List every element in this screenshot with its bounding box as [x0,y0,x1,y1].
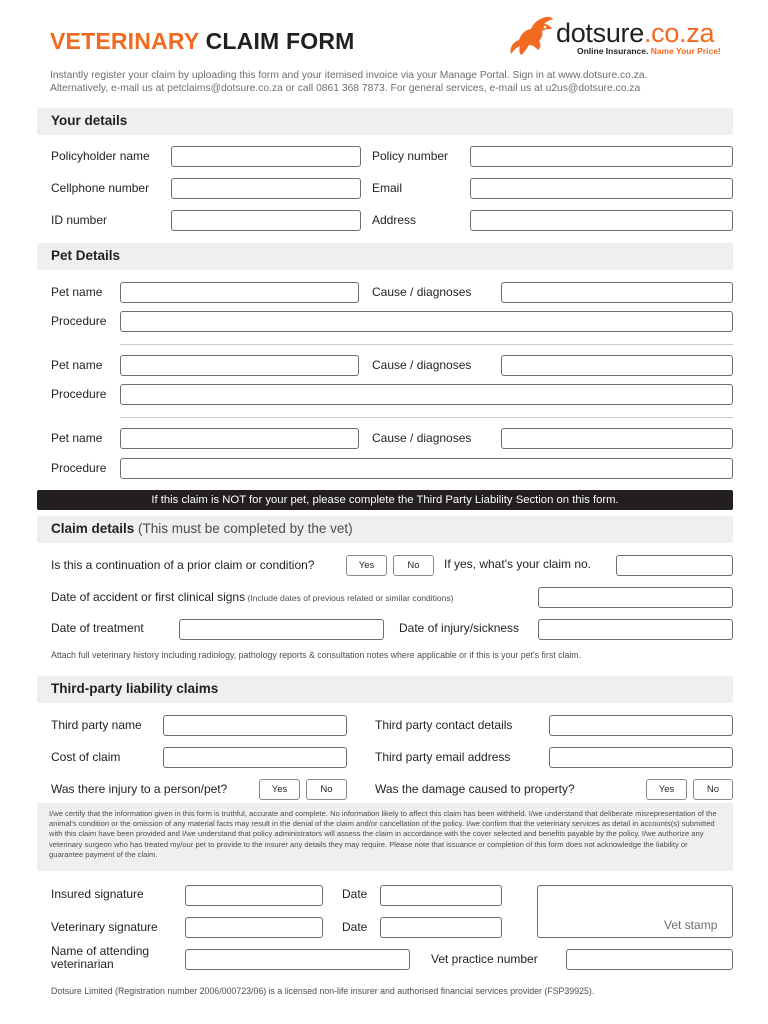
procedure-field[interactable] [120,311,733,332]
veterinary-date-field[interactable] [380,917,502,938]
email-field[interactable] [470,178,733,199]
pet-name-field[interactable] [120,355,359,376]
vet-practice-number-label: Vet practice number [431,952,538,966]
email-label: Email [372,181,403,195]
pet-divider [120,344,733,345]
cause-field[interactable] [501,355,733,376]
id-number-field[interactable] [171,210,361,231]
accident-date-label [51,590,453,604]
pet-name-label: Pet name [51,431,103,445]
injury-question: Was there injury to a person/pet? [51,782,228,796]
insured-signature-label: Insured signature [51,887,144,901]
damage-question: Was the damage caused to property? [375,782,575,796]
title-rest: CLAIM FORM [198,28,355,54]
pet-details-title: Pet Details [51,248,121,263]
address-label: Address [372,213,417,227]
your-details-section [37,108,733,135]
third-party-contact-label: Third party contact details [375,718,513,732]
pet-name-label: Pet name [51,285,103,299]
third-party-email-label: Third party email address [375,750,511,764]
procedure-field[interactable] [120,458,733,479]
vet-stamp-label: Vet stamp [664,918,718,932]
third-party-title: Third-party liability claims [51,681,219,696]
insured-date-label: Date [342,887,368,901]
attending-vet-label-line-1: Name of attending [51,944,150,958]
hare-logo-icon [507,14,557,58]
cause-label: Cause / diagnoses [372,358,472,372]
damage-no-option[interactable]: No [693,779,733,800]
policyholder-name-label: Policyholder name [51,149,150,163]
cellphone-number-label: Cellphone number [51,181,150,195]
intro-line-2: Alternatively, e-mail us at petclaims@dotsure.co.za or call 0861 368 7873. For general services, e-mail us at u2us@dotsure.co.za [50,83,641,94]
cost-of-claim-label: Cost of claim [51,750,121,764]
policy-number-label: Policy number [372,149,449,163]
pet-name-label: Pet name [51,358,103,372]
accident-date-field[interactable] [538,587,733,608]
injury-date-label: Date of injury/sickness [399,621,520,635]
injury-yes-option[interactable]: Yes [259,779,300,800]
continuation-question: Is this a continuation of a prior claim or condition? [51,558,315,572]
continuation-yes-option[interactable]: Yes [346,555,387,576]
third-party-name-label: Third party name [51,718,142,732]
claim-details-title-main: Claim details [51,521,135,536]
damage-yes-option[interactable]: Yes [646,779,687,800]
form-title [50,28,355,55]
pet-name-field[interactable] [120,428,359,449]
procedure-field[interactable] [120,384,733,405]
pet-details-section [37,243,733,270]
insured-signature-field[interactable] [185,885,323,906]
cause-label: Cause / diagnoses [372,431,472,445]
third-party-name-field[interactable] [163,715,347,736]
attending-vet-label [51,945,149,971]
injury-no-option[interactable]: No [306,779,347,800]
logo-wordmark [556,18,714,49]
pet-divider [120,417,733,418]
policy-number-field[interactable] [470,146,733,167]
procedure-label: Procedure [51,387,107,401]
claim-details-title [51,521,353,536]
third-party-notice-banner: If this claim is NOT for your pet, please complete the Third Party Liability Section on this form. [37,490,733,510]
attach-history-note: Attach full veterinary history including radiology, pathology reports & consultation notes where applicable or if this is your pet's first claim. [51,650,582,660]
id-number-label: ID number [51,213,108,227]
cause-label: Cause / diagnoses [372,285,472,299]
claim-number-label: If yes, what's your claim no. [444,557,592,571]
accident-date-label-main: Date of accident or first clinical signs [51,590,246,604]
accident-date-note: (Include dates of previous related or similar conditions) [245,593,454,603]
title-accent: VETERINARY [50,28,199,54]
treatment-date-label: Date of treatment [51,621,144,635]
cause-field[interactable] [501,428,733,449]
legal-declaration: I/we certify that the information given in this form is truthful, accurate and complete. No information likely to affect this claim has been withheld. I/we understand that deliberate misrepresentation of the animal's condition or the omission of any material facts may result in the denial of the claim and/or cancellation of the policy. I/we confirm that the veterinary services as detail in accounts(s) submitted with this claim have been provided and I/we understand that policy administrators will assess the claim in accordance with the cover selected and benefits payable by the policy. I/we authorize any veterinary surgeon who has treated my/our pet to provide to the insurer any details they may require. Please note that issuance or completion of this form does not acknowledge the liability or guarantee payment of the claim. [37,803,733,871]
address-field[interactable] [470,210,733,231]
veterinary-date-label: Date [342,920,368,934]
policyholder-name-field[interactable] [171,146,361,167]
treatment-date-field[interactable] [179,619,384,640]
your-details-title: Your details [51,113,128,128]
veterinary-signature-field[interactable] [185,917,323,938]
logo-tagline [577,46,721,56]
intro-line-1: Instantly register your claim by uploading this form and your itemised invoice via your Manage Portal. Sign in at www.dotsure.co.za. [50,70,648,81]
continuation-no-option[interactable]: No [393,555,434,576]
tagline-plain: Online Insurance. [577,46,651,56]
claim-details-subtitle: (This must be completed by the vet) [134,521,353,536]
veterinary-signature-label: Veterinary signature [51,920,158,934]
cause-field[interactable] [501,282,733,303]
attending-vet-field[interactable] [185,949,410,970]
insured-date-field[interactable] [380,885,502,906]
third-party-contact-field[interactable] [549,715,733,736]
pet-name-field[interactable] [120,282,359,303]
injury-date-field[interactable] [538,619,733,640]
cellphone-number-field[interactable] [171,178,361,199]
vet-practice-number-field[interactable] [566,949,733,970]
procedure-label: Procedure [51,461,107,475]
claim-number-field[interactable] [616,555,733,576]
logo-domain: .co.za [643,18,715,48]
procedure-label: Procedure [51,314,107,328]
attending-vet-label-line-2: veterinarian [51,957,114,971]
cost-of-claim-field[interactable] [163,747,347,768]
third-party-email-field[interactable] [549,747,733,768]
logo-main: dotsure [556,18,644,48]
footer-legal: Dotsure Limited (Registration number 2006/000723/06) is a licensed non-life insurer and authorised financial services provider (FSP39925). [51,986,595,996]
tagline-orange: Name Your Price! [650,46,721,56]
